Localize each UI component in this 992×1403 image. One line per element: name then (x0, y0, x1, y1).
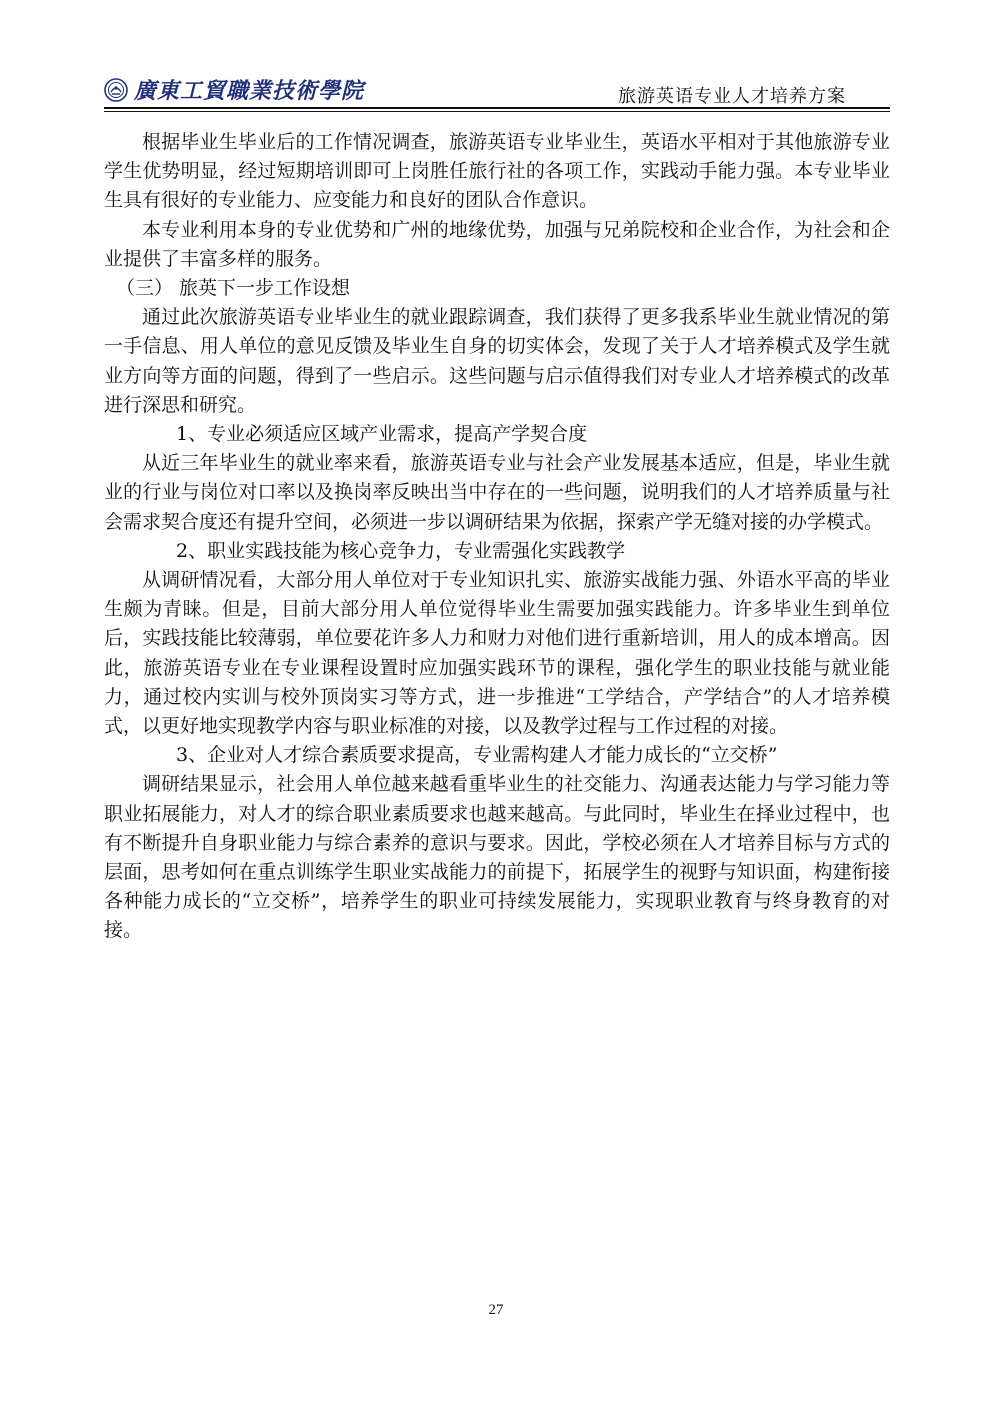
paragraph: 从调研情况看，大部分用人单位对于专业知识扎实、旅游实战能力强、外语水平高的毕业生颇为青睐。但是，目前大部分用人单位觉得毕业生需要加强实践能力。许多毕业生到单位后，实践技能比较薄弱，单位要花许多人力和财力对他们进行重新培训，用人的成本增高。因此，旅游英语专业在专业课程设置时应加强实践环节的课程，强化学生的职业技能与就业能力，通过校内实训与校外顶岗实习等方式，进一步推进“工学结合，产学结合”的人才培养模式，以更好地实现教学内容与职业标准的对接，以及教学过程与工作过程的对接。 (104, 569, 890, 738)
paragraph: 根据毕业生毕业后的工作情况调查，旅游英语专业毕业生，英语水平相对于其他旅游专业学生优势明显，经过短期培训即可上岗胜任旅行社的各项工作，实践动手能力强。本专业毕业生具有很好的专业能力、应变能力和良好的团队合作意识。 (104, 131, 890, 212)
page-body (104, 128, 890, 946)
subheading: 3、企业对人才综合素质要求提高，专业需构建人才能力成长的“立交桥” (176, 744, 778, 767)
school-emblem-icon (104, 78, 128, 102)
subheading: 2、职业实践技能为核心竞争力，专业需强化实践教学 (176, 539, 626, 562)
document-title: 旅游英语专业人才培养方案 (618, 86, 846, 107)
paragraph: 调研结果显示，社会用人单位越来越看重毕业生的社交能力、沟通表达能力与学习能力等职业拓展能力，对人才的综合职业素质要求也越来越高。与此同时，毕业生在择业过程中，也有不断提升自身职业能力与综合素养的意识与要求。因此，学校必须在人才培养目标与方式的层面，思考如何在重点训练学生职业实战能力的前提下，拓展学生的视野与知识面，构建衔接各种能力成长的“立交桥”，培养学生的职业可持续发展能力，实现职业教育与终身教育的对接。 (104, 773, 890, 942)
school-logo-text: 廣東工貿職業技術學院 (134, 78, 365, 104)
paragraph: 本专业利用本身的专业优势和广州的地缘优势，加强与兄弟院校和企业合作，为社会和企业提供了丰富多样的服务。 (104, 218, 890, 270)
page-number: 27 (488, 1302, 504, 1318)
subheading: 1、专业必须适应区域产业需求，提高产学契合度 (176, 423, 588, 446)
page-header (104, 74, 890, 108)
header-rule-thin (104, 111, 890, 112)
paragraph: 通过此次旅游英语专业毕业生的就业跟踪调查，我们获得了更多我系毕业生就业情况的第一手信息、用人单位的意见反馈及毕业生自身的切实体会，发现了关于人才培养模式及学生就业方向等方面的问题，得到了一些启示。这些问题与启示值得我们对专业人才培养模式的改革进行深思和研究。 (104, 306, 890, 416)
section-heading: （三） 旅英下一步工作设想 (116, 277, 351, 300)
header-rule (104, 107, 890, 109)
paragraph: 从近三年毕业生的就业率来看，旅游英语专业与社会产业发展基本适应，但是，毕业生就业的行业与岗位对口率以及换岗率反映出当中存在的一些问题，说明我们的人才培养质量与社会需求契合度还有提升空间，必须进一步以调研结果为依据，探索产学无缝对接的办学模式。 (104, 452, 890, 533)
